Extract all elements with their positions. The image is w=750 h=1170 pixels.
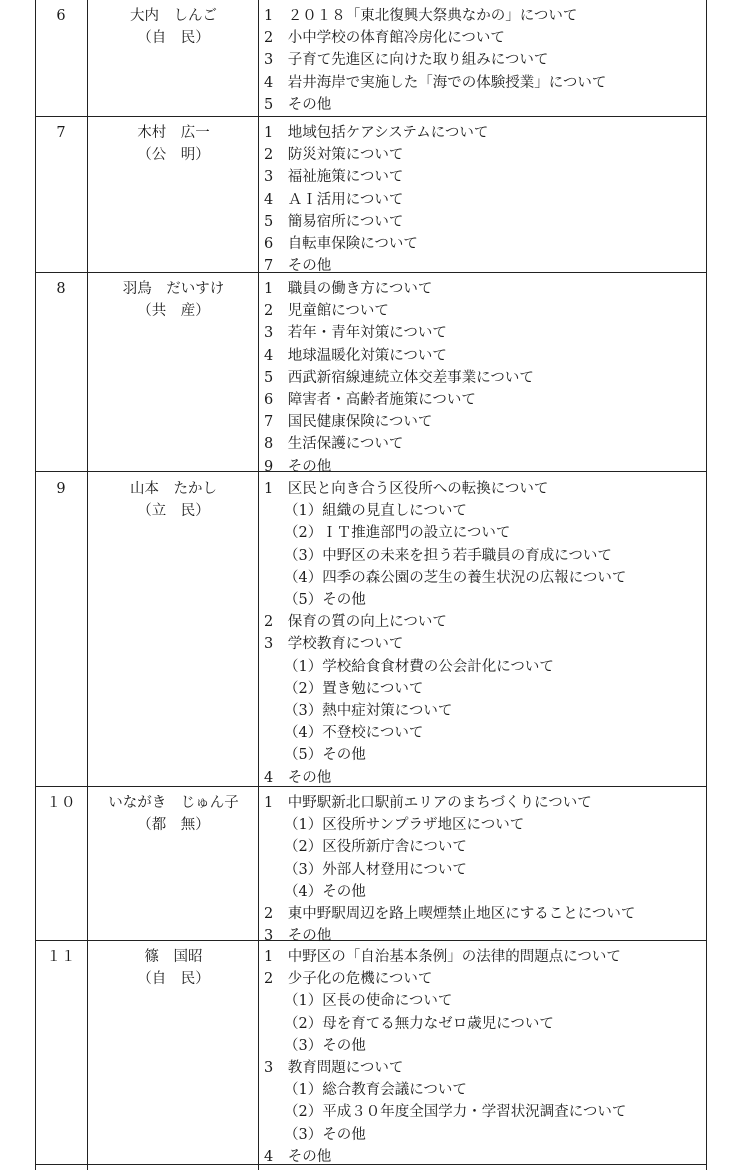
question-item: 6 自転車保険について	[264, 236, 418, 253]
question-item: 1 中野区の「自治基本条例」の法律的問題点について	[264, 949, 621, 965]
member-party: （自 民）	[137, 30, 210, 47]
question-item: 5 西武新宿線連続立体交差事業について	[264, 369, 534, 386]
question-subitem: （5）その他	[284, 592, 366, 609]
question-list	[264, 278, 534, 478]
row-number: 6	[56, 8, 66, 24]
question-item: 3 福祉施策について	[264, 169, 404, 186]
member-cell	[90, 5, 257, 49]
member-party: （自 民）	[137, 971, 210, 988]
question-item: 5 簡易宿所について	[264, 213, 404, 230]
member-name: 木村 広一	[137, 125, 210, 141]
question-subitem: （2）平成３０年度全国学力・学習状況調査について	[284, 1104, 627, 1121]
row-number: １１	[46, 949, 76, 965]
question-subitem: （2）母を育てる無力なゼロ歳児について	[284, 1015, 554, 1032]
row-number: 9	[56, 481, 66, 497]
member-name: 羽鳥 だいすけ	[122, 281, 225, 297]
question-item: 8 生活保護について	[264, 436, 404, 453]
question-subitem: （3）中野区の未来を担う若手職員の育成について	[284, 547, 612, 564]
table-border-right	[706, 0, 707, 1170]
member-party: （都 無）	[137, 817, 210, 834]
column-divider	[87, 0, 88, 1170]
question-item: 2 東中野駅周辺を路上喫煙禁止地区にすることについて	[264, 906, 636, 923]
question-list	[264, 5, 606, 116]
question-subitem: （4）その他	[284, 883, 366, 900]
question-item: 7 国民健康保険について	[264, 414, 433, 431]
question-item: 4 地球温暖化対策について	[264, 347, 447, 364]
member-cell	[90, 122, 257, 166]
member-party: （共 産）	[137, 303, 210, 320]
question-list	[264, 122, 488, 277]
question-subitem: （5）その他	[284, 747, 366, 764]
question-item: 4 岩井海岸で実施した「海での体験授業」について	[264, 74, 607, 91]
question-subitem: （3）熱中症対策について	[284, 703, 453, 720]
question-subitem: （1）組織の見直しについて	[284, 503, 467, 520]
member-name: 篠 国昭	[144, 949, 203, 965]
question-subitem: （1）区長の使命について	[284, 993, 453, 1010]
question-item: 2 児童館について	[264, 303, 389, 320]
question-item: 2 小中学校の体育館冷房化について	[264, 30, 505, 47]
member-name: 大内 しんご	[130, 8, 217, 24]
question-item: 2 少子化の危機について	[264, 971, 433, 988]
question-subitem: （3）その他	[284, 1126, 366, 1143]
row-number: 7	[56, 125, 66, 141]
question-subitem: （4）不登校について	[284, 725, 424, 742]
question-item: 6 障害者・高齢者施策について	[264, 392, 476, 409]
question-item: 4 ＡＩ活用について	[264, 191, 404, 208]
question-subitem: （1）総合教育会議について	[284, 1082, 467, 1099]
question-subitem: （3）その他	[284, 1037, 366, 1054]
member-cell	[90, 946, 257, 990]
member-party: （立 民）	[137, 503, 210, 520]
question-list	[264, 946, 626, 1168]
question-subitem: （3）外部人材登用について	[284, 861, 467, 878]
member-party: （公 明）	[137, 147, 210, 164]
member-cell	[90, 792, 257, 836]
question-item: 7 その他	[264, 258, 332, 275]
question-subitem: （2）置き勉について	[284, 680, 424, 697]
question-item: 3 学校教育について	[264, 636, 404, 653]
question-item: 4 その他	[264, 769, 332, 786]
question-subitem: （1）区役所サンプラザ地区について	[284, 817, 525, 834]
question-item: 3 その他	[264, 928, 332, 945]
row-number: 8	[56, 281, 66, 297]
question-subitem: （2）ＩＴ推進部門の設立について	[284, 525, 511, 542]
member-name: 山本 たかし	[130, 481, 217, 497]
question-item: 1 区民と向き合う区役所への転換について	[264, 481, 549, 497]
question-item: 4 その他	[264, 1148, 332, 1165]
question-item: 1 中野駅新北口駅前エリアのまちづくりについて	[264, 795, 592, 811]
question-item: 1 地域包括ケアシステムについて	[264, 125, 489, 141]
question-list	[264, 478, 626, 789]
question-subitem: （4）四季の森公園の芝生の養生状況の広報について	[284, 569, 627, 586]
question-list	[264, 792, 635, 947]
row-divider	[35, 116, 707, 117]
table-border-left	[35, 0, 36, 1170]
member-cell	[90, 278, 257, 322]
column-divider	[258, 0, 259, 1170]
row-number: １０	[46, 795, 76, 811]
member-name: いながき じゅん子	[108, 795, 239, 811]
question-item: 3 若年・青年対策について	[264, 325, 447, 342]
question-item: 2 防災対策について	[264, 147, 404, 164]
question-item: 1 職員の働き方について	[264, 281, 433, 297]
question-item: 2 保育の質の向上について	[264, 614, 447, 631]
question-item: 9 その他	[264, 458, 332, 475]
question-subitem: （1）学校給食食材費の公会計化について	[284, 658, 554, 675]
member-cell	[90, 478, 257, 522]
question-item: 3 子育て先進区に向けた取り組みについて	[264, 52, 549, 69]
question-item: 3 教育問題について	[264, 1060, 404, 1077]
question-item: 1 ２０１８「東北復興大祭典なかの」について	[264, 8, 578, 24]
question-subitem: （2）区役所新庁舎について	[284, 839, 467, 856]
question-item: 5 その他	[264, 96, 332, 113]
